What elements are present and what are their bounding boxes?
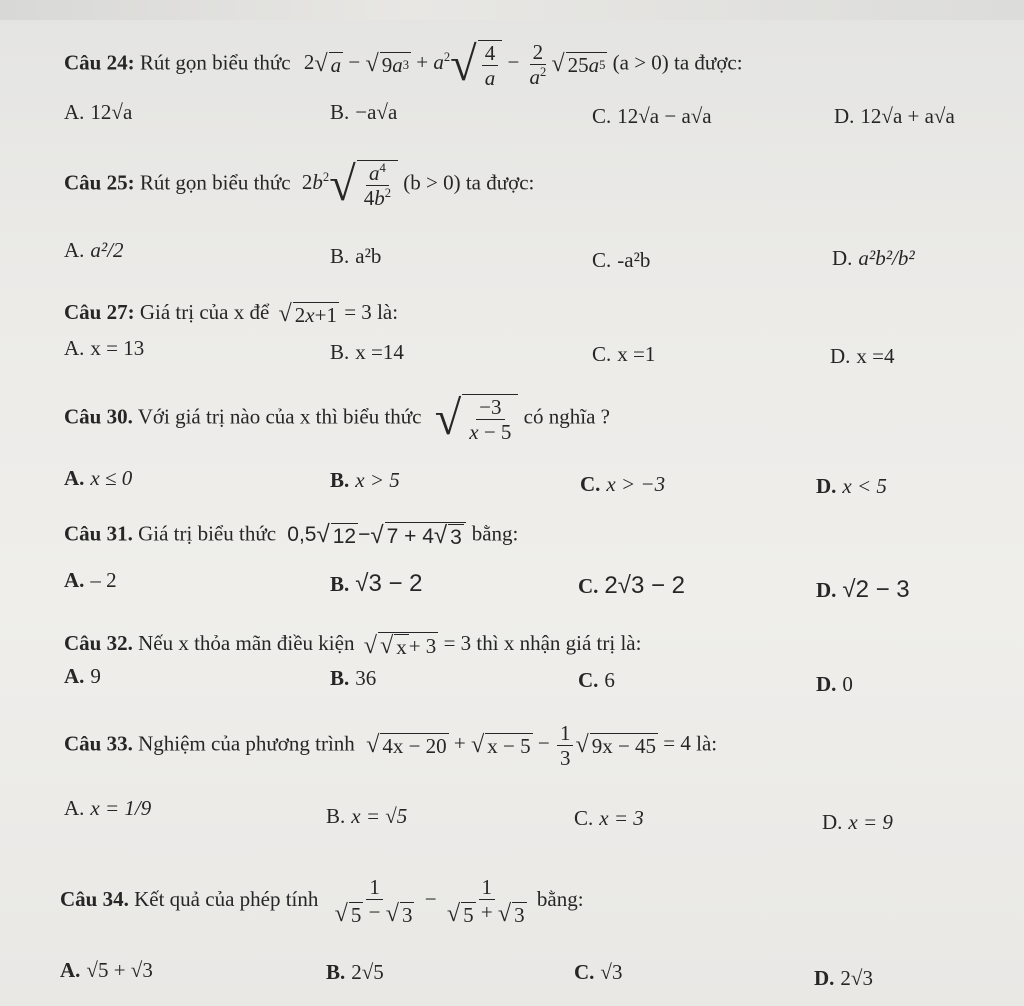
question-tail: thì x nhận giá trị là: <box>476 630 642 655</box>
option-25-c: C. -a²b <box>592 248 651 272</box>
option-27-b: B. x =14 <box>330 340 404 364</box>
option-30-c: C. x > −3 <box>580 472 666 496</box>
option-30-d: D. x < 5 <box>816 474 887 498</box>
option-27-c: C. x =1 <box>592 342 656 366</box>
option-33-c: C. x = 3 <box>574 806 644 830</box>
question-label: Câu 30. <box>64 404 133 429</box>
question-30 <box>64 391 610 445</box>
option-31-c: C. 2√3 − 2 <box>578 572 685 599</box>
option-25-b: B. a²b <box>330 244 382 268</box>
question-label: Câu 25: <box>64 170 135 195</box>
option-25-d: D. a²b²/b² <box>832 246 915 270</box>
question-label: Câu 34. <box>60 886 129 911</box>
option-32-c: C. 6 <box>578 668 615 692</box>
question-33 <box>64 722 717 769</box>
option-30-b: B. x > 5 <box>330 468 400 492</box>
question-text: Với giá trị nào của x thì biểu thức <box>137 404 422 429</box>
question-tail: bằng: <box>536 886 584 911</box>
question-tail: (b > 0) ta được: <box>403 170 535 195</box>
option-33-a: A. x = 1/9 <box>64 796 152 820</box>
question-label: Câu 31. <box>64 521 133 546</box>
option-32-d: D. 0 <box>816 672 853 696</box>
question-expression: 2 √ a − √ 9 a 3 + $a^2$ √ $\frac{4}{a}$ − $\frac{2}{a^2}$ √ 25 a 5 <box>303 37 606 91</box>
option-33-d: D. x = 9 <box>822 810 893 834</box>
question-text: Giá trị biểu thức <box>138 521 277 546</box>
option-24-c: C. 12√a − a√a <box>592 104 712 128</box>
question-tail: bằng: <box>471 521 519 546</box>
question-34 <box>60 876 584 926</box>
option-32-b: B. 36 <box>330 666 377 690</box>
question-expression: √ 2 x +1 = 3 <box>278 300 378 328</box>
question-label: Câu 33. <box>64 731 133 756</box>
option-34-c: C. √3 <box>574 960 623 984</box>
option-34-b: B. 2√5 <box>326 960 384 984</box>
option-31-a: A. – 2 <box>64 568 117 592</box>
question-text: Kết quả của phép tính <box>134 886 319 911</box>
option-33-b: B. x = √5 <box>326 804 408 828</box>
question-expression: √ 4x − 20 + √ x − 5 − $\frac{1}{3}$ √ 9x − 45 = 4 <box>366 721 697 771</box>
question-expression: $2b^2$ √ $\frac{a^4}{4b^2}$ <box>302 170 403 194</box>
option-31-b: B. √3 − 2 <box>330 570 423 597</box>
question-expression: √ $\frac{-3}{x - 5}$ <box>435 404 524 428</box>
page-top-edge <box>0 0 1024 20</box>
question-text: Nếu x thỏa mãn điều kiện <box>138 630 355 655</box>
question-25 <box>64 157 535 211</box>
option-27-d: D. x =4 <box>830 344 895 368</box>
question-tail: có nghĩa ? <box>523 404 610 429</box>
question-tail: là: <box>377 300 399 324</box>
question-text: Rút gọn biểu thức <box>139 50 291 75</box>
option-24-a: A. 12√a <box>64 100 133 124</box>
question-label: Câu 32. <box>64 630 133 655</box>
option-31-d: D. √2 − 3 <box>816 576 910 603</box>
option-34-d: D. 2√3 <box>814 966 873 990</box>
option-27-a: A. x = 13 <box>64 336 145 360</box>
question-27 <box>64 302 398 326</box>
question-text: Rút gọn biểu thức <box>139 170 291 195</box>
question-expression: √ √ x + 3 = 3 <box>363 630 477 659</box>
option-24-b: B. −a√a <box>330 100 398 124</box>
option-32-a: A. 9 <box>64 664 101 688</box>
question-24 <box>64 37 743 91</box>
question-32 <box>64 632 641 658</box>
question-expression: 1 √ 5 − √ 3 − 1 √ 5 + √ 3 <box>334 875 525 928</box>
question-text: Giá trị của x để <box>139 300 270 324</box>
option-24-d: D. 12√a + a√a <box>834 104 955 128</box>
question-tail: (a > 0) ta được: <box>612 50 743 75</box>
option-34-a: A. √5 + √3 <box>60 958 153 982</box>
question-text: Nghiệm của phương trình <box>138 731 355 756</box>
question-31 <box>64 522 518 548</box>
question-expression: 0,5 √ 12 − √ 7 + 4 √ 3 <box>287 523 471 546</box>
question-label: Câu 24: <box>64 50 135 75</box>
question-label: Câu 27: <box>64 300 135 324</box>
question-tail: là: <box>696 731 718 756</box>
option-30-a: A. x ≤ 0 <box>64 466 133 490</box>
option-25-a: A. a²/2 <box>64 238 124 262</box>
